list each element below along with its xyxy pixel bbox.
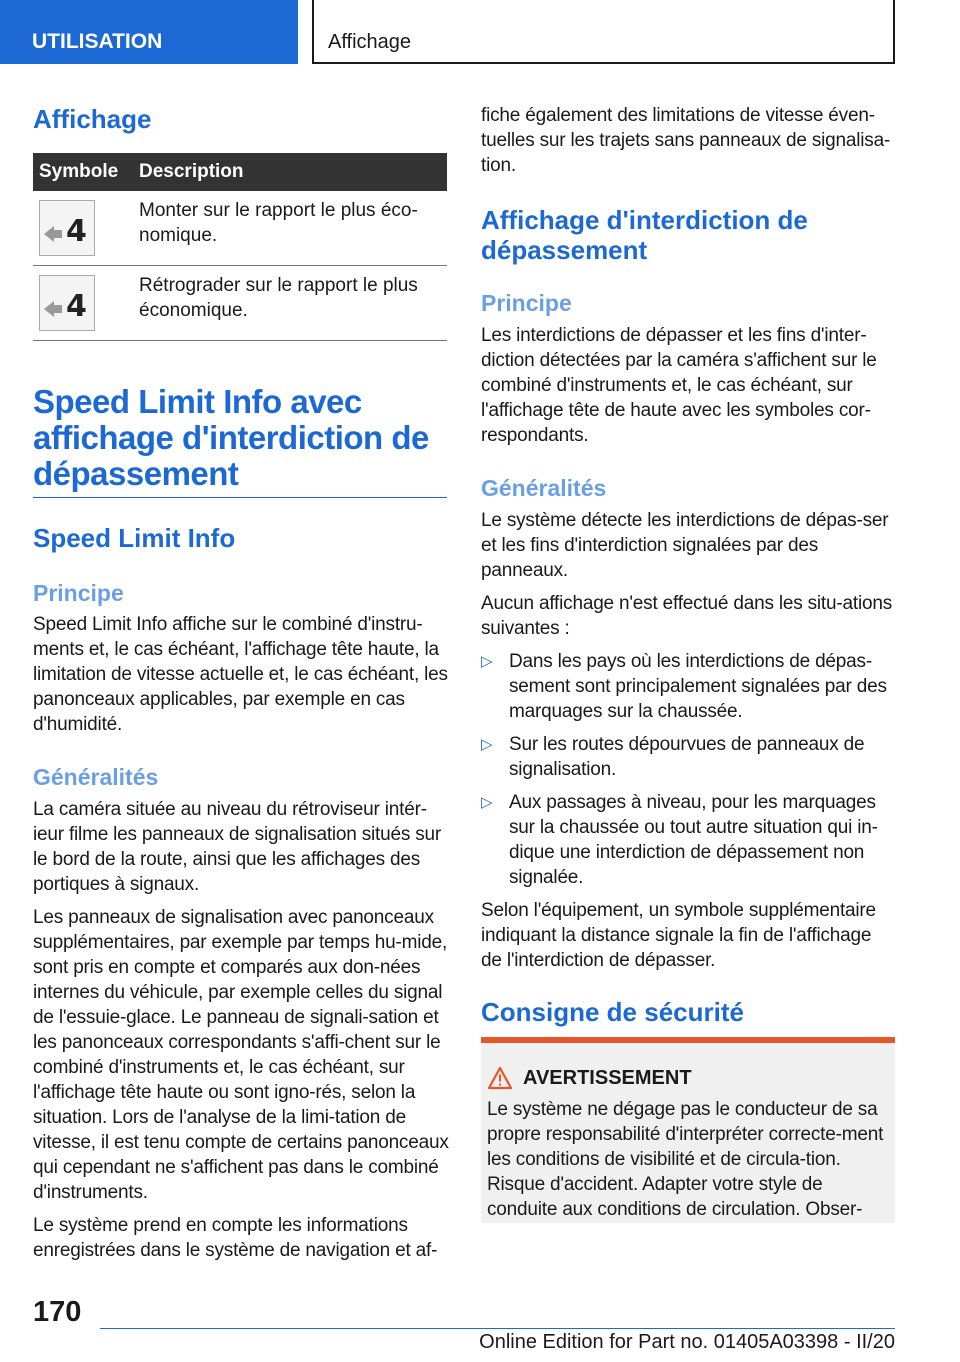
table-cell-description: Rétrograder sur le rapport le plus économique. (133, 266, 447, 341)
principe-heading: Principe (33, 580, 124, 606)
idd-heading: Affichage d'interdiction de dépassement (481, 205, 808, 265)
gear-downshift-4-icon (39, 275, 95, 331)
sli-subheading: Speed Limit Info (33, 523, 236, 553)
list-item: ▷ Aux passages à niveau, pour les marquages sur la chaussée ou tout autre situation qui in-dique une interdiction de dépassement non signalée. (481, 792, 878, 888)
generalites-paragraph: Le système prend en compte les informations enregistrées dans le système de navigation et af- (33, 1215, 438, 1261)
warning-box (481, 1037, 895, 1223)
list-item: ▷ Sur les routes dépourvues de panneaux de signalisation. (481, 734, 865, 780)
sli-main-heading: Speed Limit Info avec affichage d'interdiction de dépassement (33, 383, 429, 492)
chapter-tab: UTILISATION (0, 0, 298, 64)
table-row (33, 266, 447, 341)
generalites-heading: Généralités (481, 475, 607, 501)
generalites-paragraph: Le système détecte les interdictions de dépas-ser et les fins d'interdiction signalées par des panneaux. (481, 510, 889, 581)
table-cell-description: Monter sur le rapport le plus éco-nomique. (133, 191, 447, 266)
footer-edition: Online Edition for Part no. 01405A03398 - II/20 (479, 1331, 895, 1353)
triangle-bullet-icon: ▷ (481, 794, 493, 811)
table-row (33, 191, 447, 266)
svg-text:4: 4 (66, 289, 87, 323)
page-number: 170 (33, 1296, 82, 1328)
gear-upshift-4-icon (39, 200, 95, 256)
consigne-heading: Consigne de sécurité (481, 997, 744, 1027)
symbol-table (33, 153, 447, 341)
generalites-paragraph: Aucun affichage n'est effectué dans les situ-ations suivantes : (481, 593, 893, 639)
heading-rule (33, 497, 447, 498)
generalites-paragraph: Les panneaux de signalisation avec panonceaux supplémentaires, par exemple par temps hu-mide, sont pris en compte et comparés aux don-nées internes du véhicule, par exemple celles du signal de l'essuie-glace. Le panneau de signali-sation et les panonceaux correspondants s'affi-chent sur le combiné d'instruments et, le cas échéant, sur l'affichage tête haute ou sont igno-rés, selon la situation. Lors de l'analyse de la limi-tation de vitesse, il est tenu compte de certains panonceaux qui cependant ne s'affichent pas dans le combiné d'instruments. (33, 907, 449, 1203)
warning-text: Le système ne dégage pas le conducteur de sa propre responsabilité d'interpréter correcte-ment les conditions de visibilité et de circula-tion. Risque d'accident. Adapter votre style de conduite aux conditions de circulation. Obser- (487, 1099, 884, 1220)
list-item: ▷ Dans les pays où les interdictions de dépas-sement sont principalement signalées par des marquages sur la chaussée. (481, 651, 887, 722)
col-symbol-header: Symbole (33, 153, 133, 191)
generalites-paragraph: La caméra située au niveau du rétroviseur intér-ieur filme les panneaux de signalisation situés sur le bord de la route, ainsi que les affichages des portiques à signaux. (33, 799, 442, 895)
situations-list (481, 649, 897, 890)
section-title: Affichage (312, 0, 895, 64)
principe-text: Les interdictions de dépasser et les fins d'inter-diction détectées par la caméra s'affichent sur le combiné d'instruments et, le cas échéant, sur l'affichage tête de haute avec les symboles cor-respondants. (481, 325, 877, 446)
col-description-header: Description (133, 153, 447, 191)
equipment-text: Selon l'équipement, un symbole supplémentaire indiquant la distance signale la fin de l'affichage de l'interdiction de dépasser. (481, 900, 876, 971)
principe-text: Speed Limit Info affiche sur le combiné d'instru-ments et, le cas échéant, l'affichage tête haute, la limitation de vitesse actuelle et, le cas échéant, les panonceaux applicables, par exemple en cas d'humidité. (33, 614, 448, 735)
generalites-heading: Généralités (33, 764, 159, 790)
svg-text:4: 4 (66, 214, 87, 248)
warning-triangle-icon (487, 1066, 513, 1090)
continued-text: fiche également des limitations de vitesse éven-tuelles sur les trajets sans panneaux de signalisa-tion. (481, 105, 891, 176)
principe-heading: Principe (481, 290, 572, 316)
triangle-bullet-icon: ▷ (481, 736, 493, 753)
triangle-bullet-icon: ▷ (481, 653, 493, 670)
warning-title: AVERTISSEMENT (523, 1067, 692, 1089)
affichage-heading: Affichage (33, 104, 152, 134)
